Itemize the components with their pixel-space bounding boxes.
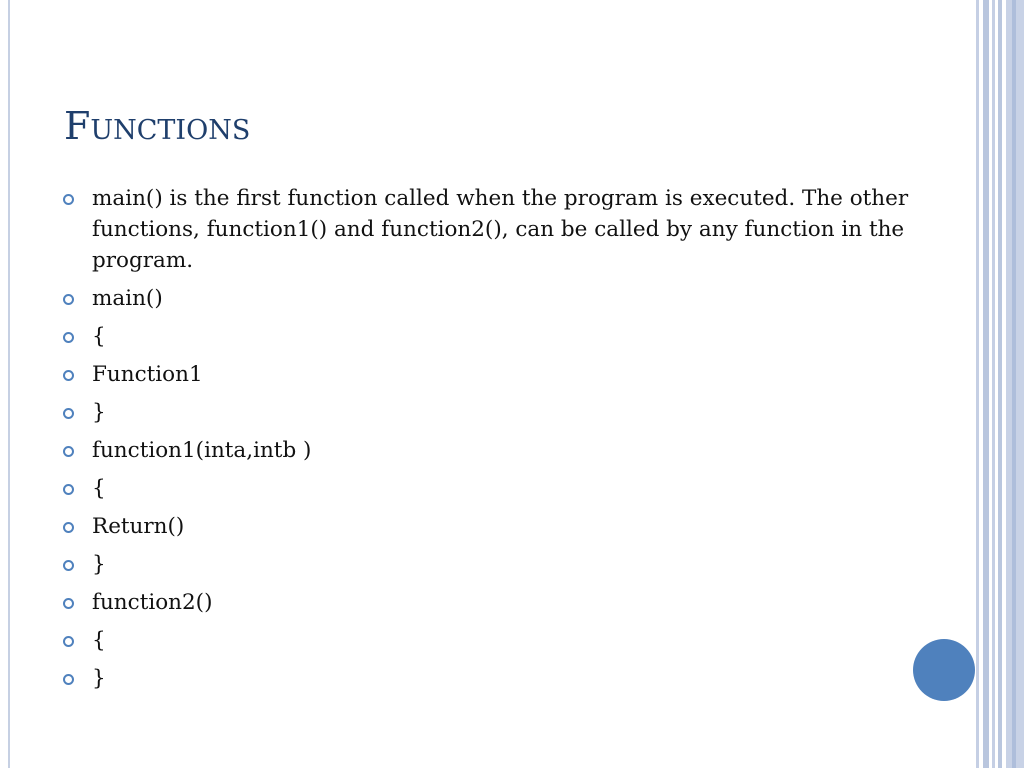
bullet-text: main() is the first function called when the program is executed. The other functions, function1() and function2(), can be called by any function in the program. bbox=[92, 186, 909, 273]
bullet-item bbox=[62, 511, 922, 542]
stripe bbox=[983, 0, 989, 768]
bullet-circle-icon bbox=[63, 194, 74, 205]
bullet-item bbox=[62, 283, 922, 314]
bullet-text: function1(inta,intb ) bbox=[92, 438, 312, 463]
decorative-circle bbox=[913, 639, 975, 701]
bullet-text: Return() bbox=[92, 514, 185, 539]
stripe bbox=[1012, 0, 1016, 768]
stripe bbox=[992, 0, 995, 768]
bullet-circle-icon bbox=[63, 484, 74, 495]
bullet-circle-icon bbox=[63, 560, 74, 571]
bullet-circle-icon bbox=[63, 294, 74, 305]
bullet-item bbox=[62, 397, 922, 428]
bullet-item bbox=[62, 625, 922, 656]
stripe bbox=[998, 0, 1002, 768]
bullet-item bbox=[62, 549, 922, 580]
bullet-text: { bbox=[92, 324, 106, 349]
slide-title: Functions bbox=[64, 104, 251, 148]
right-decorative-stripes bbox=[976, 0, 1024, 768]
bullet-circle-icon bbox=[63, 522, 74, 533]
bullet-text: Function1 bbox=[92, 362, 203, 387]
left-border-line bbox=[8, 0, 10, 768]
bullet-text: } bbox=[92, 666, 106, 691]
bullet-text: { bbox=[92, 476, 106, 501]
bullet-item bbox=[62, 435, 922, 466]
stripe bbox=[976, 0, 979, 768]
bullet-text: } bbox=[92, 400, 106, 425]
bullet-list bbox=[62, 183, 922, 701]
bullet-item bbox=[62, 473, 922, 504]
bullet-text: main() bbox=[92, 286, 163, 311]
bullet-circle-icon bbox=[63, 446, 74, 457]
bullet-item bbox=[62, 663, 922, 694]
bullet-circle-icon bbox=[63, 408, 74, 419]
bullet-circle-icon bbox=[63, 370, 74, 381]
bullet-item bbox=[62, 587, 922, 618]
bullet-item bbox=[62, 321, 922, 352]
bullet-item bbox=[62, 359, 922, 390]
bullet-text: } bbox=[92, 552, 106, 577]
bullet-circle-icon bbox=[63, 332, 74, 343]
bullet-circle-icon bbox=[63, 674, 74, 685]
bullet-circle-icon bbox=[63, 598, 74, 609]
bullet-circle-icon bbox=[63, 636, 74, 647]
bullet-item bbox=[62, 183, 922, 276]
bullet-text: { bbox=[92, 628, 106, 653]
bullet-text: function2() bbox=[92, 590, 213, 615]
